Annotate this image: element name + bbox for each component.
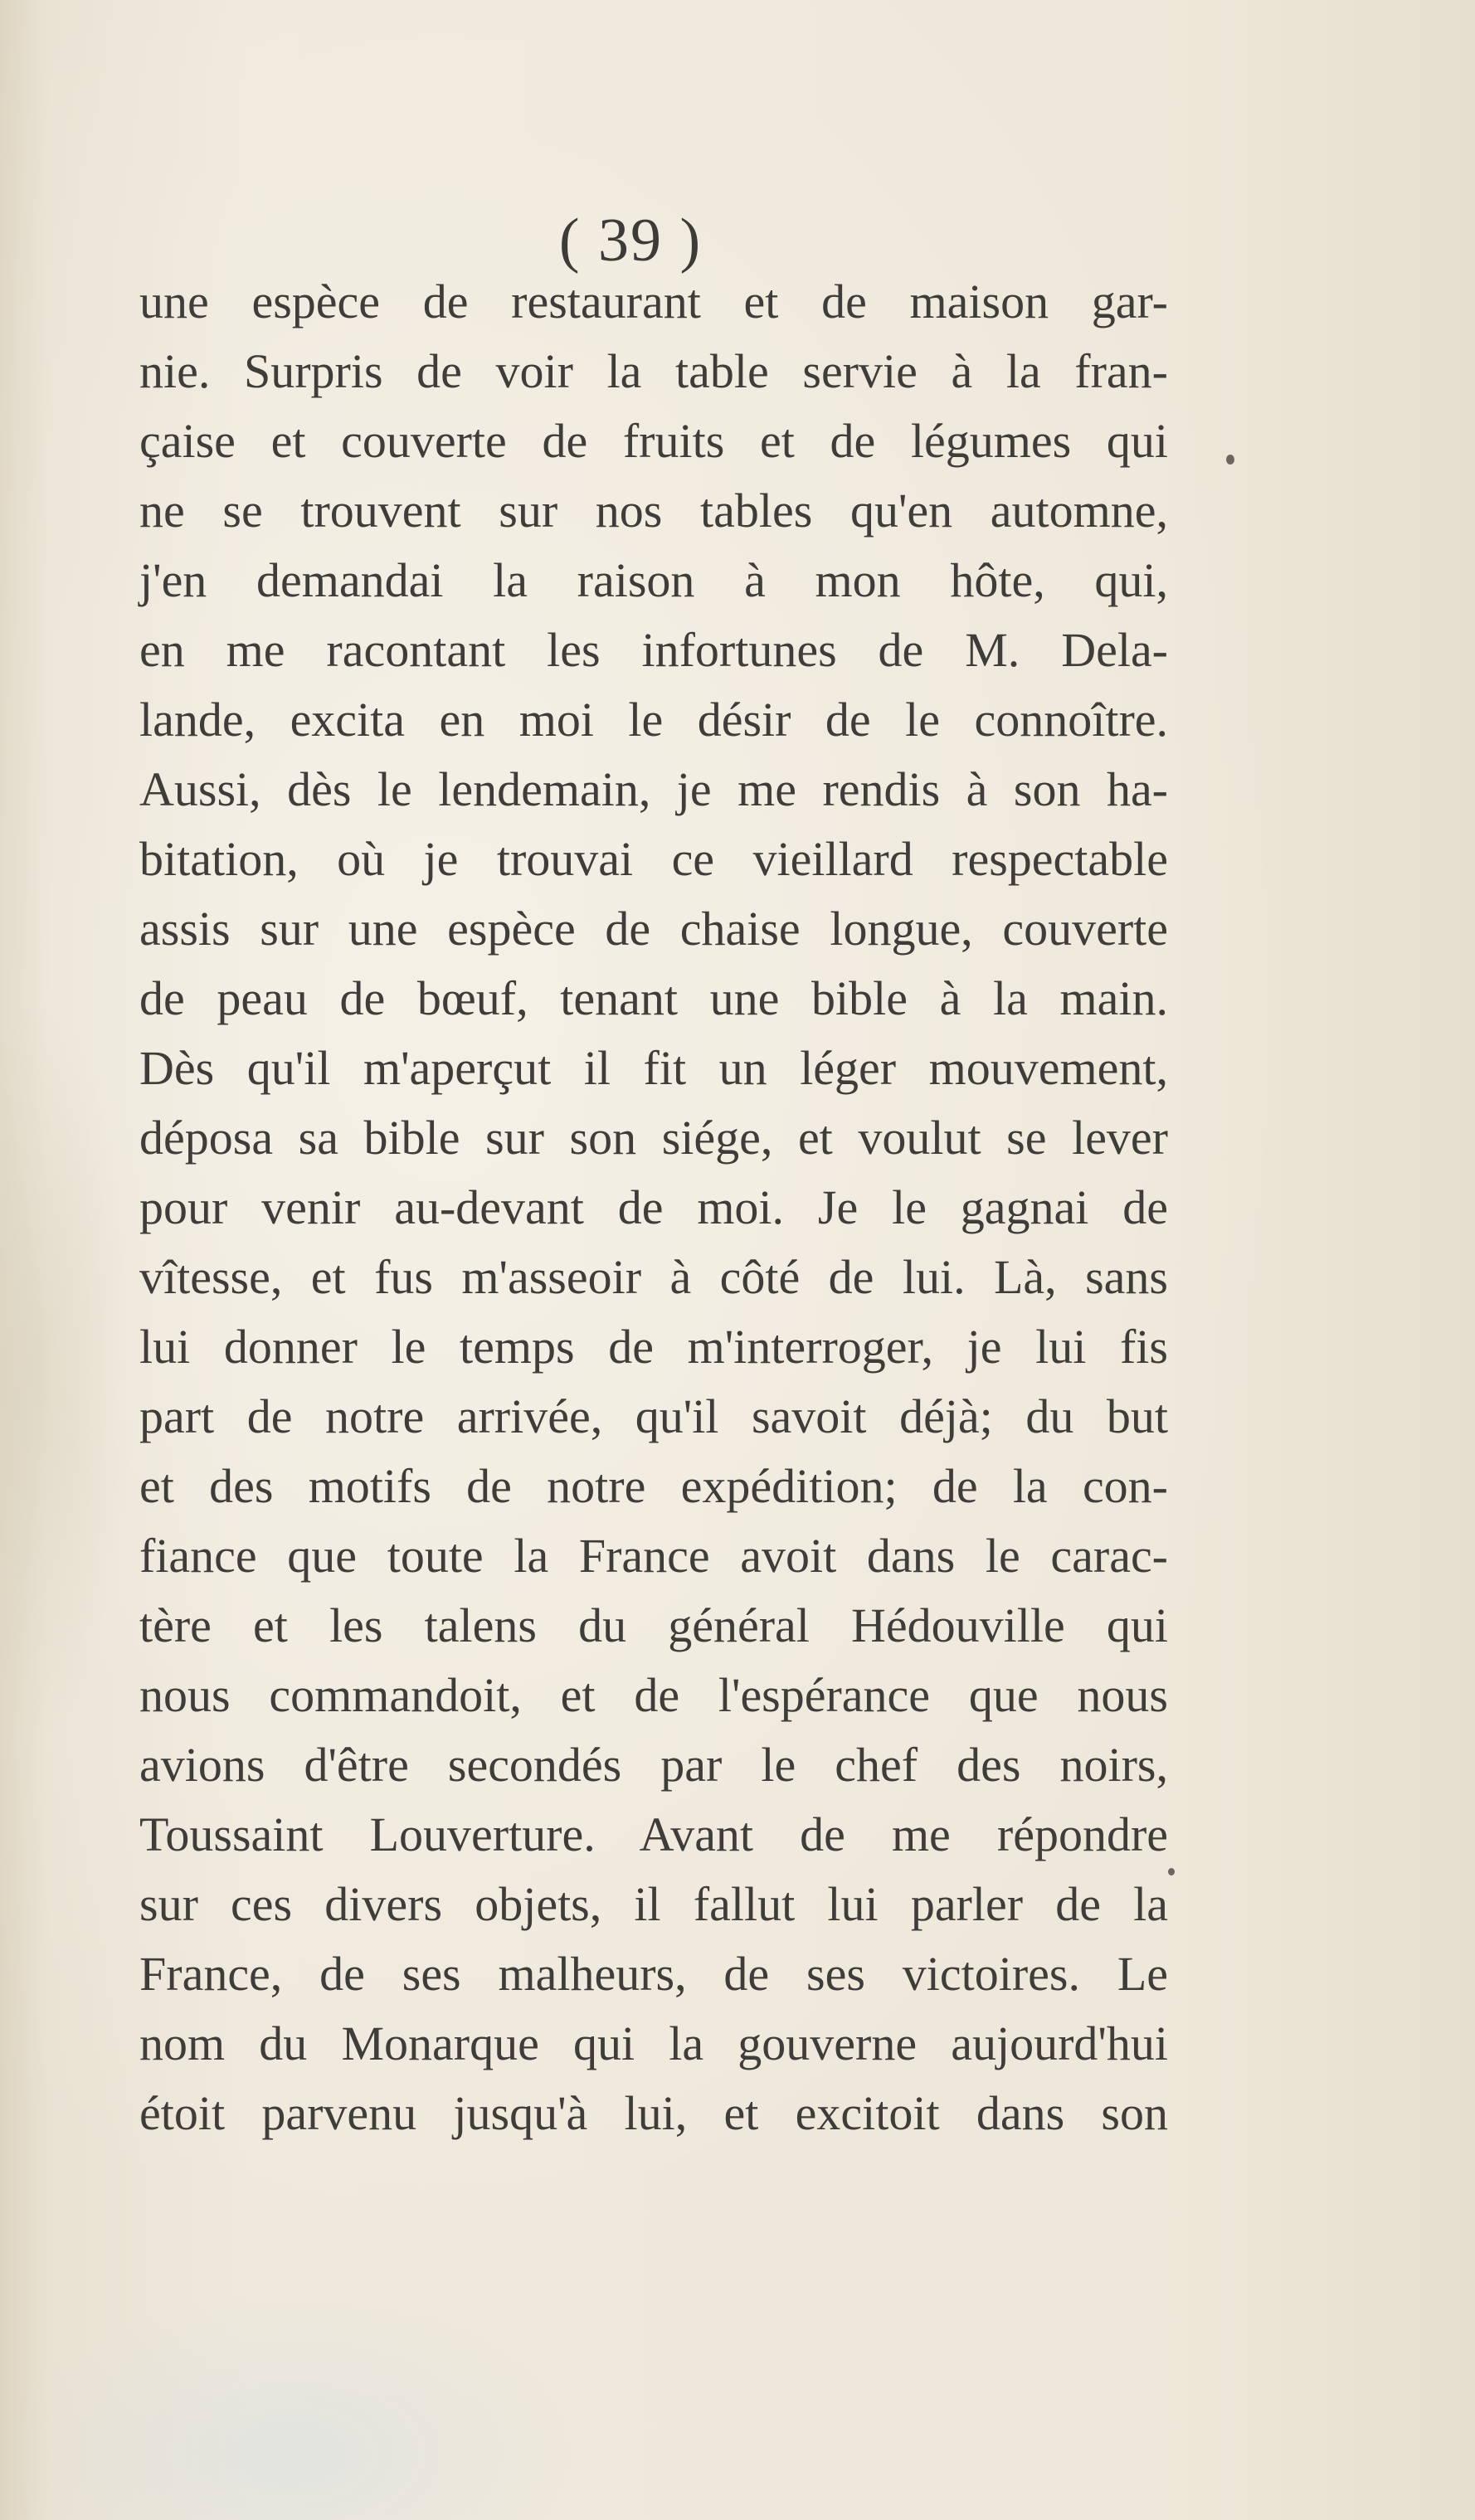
text-line: çaise et couverte de fruits et de légumes qui [139,414,1168,468]
text-line: fiance que toute la France avoit dans le carac- [139,1529,1168,1583]
text-line: part de notre arrivée, qu'il savoit déjà; du but [139,1389,1168,1443]
paper-stain [0,995,133,1742]
text-line: nom du Monarque qui la gouverne aujourd'hui [139,2016,1168,2070]
text-line: de peau de bœuf, tenant une bible à la main. [139,971,1168,1025]
text-line: ne se trouvent sur nos tables qu'en automne, [139,484,1168,538]
text-line: lande, excita en moi le désir de le connoître. [139,693,1168,747]
text-line: France, de ses malheurs, de ses victoires. Le [139,1947,1168,2001]
text-line: pour venir au-devant de moi. Je le gagnai de [139,1180,1168,1234]
body-text [139,267,1168,2148]
text-line: nie. Surpris de voir la table servie à la fran- [139,344,1168,398]
text-line: bitation, où je trouvai ce vieillard respectable [139,832,1168,886]
text-line: j'en demandai la raison à mon hôte, qui, [139,553,1168,607]
text-line: une espèce de restaurant et de maison gar- [139,275,1168,328]
text-line: vîtesse, et fus m'asseoir à côté de lui. Là, sans [139,1250,1168,1304]
text-line: et des motifs de notre expédition; de la con- [139,1459,1168,1513]
text-line: nous commandoit, et de l'espérance que nous [139,1668,1168,1722]
text-line: Aussi, dès le lendemain, je me rendis à son ha- [139,762,1168,816]
text-line: assis sur une espèce de chaise longue, couverte [139,902,1168,956]
text-line: avions d'être secondés par le chef des noirs, [139,1738,1168,1792]
page-number: ( 39 ) [558,207,703,275]
text-line: Toussaint Louverture. Avant de me répondre [139,1807,1168,1861]
text-line: tère et les talens du général Hédouville qui [139,1598,1168,1652]
text-line: Dès qu'il m'aperçut il fit un léger mouvement, [139,1041,1168,1095]
ink-speck [1226,455,1234,465]
text-line: déposa sa bible sur son siége, et voulut se lever [139,1111,1168,1165]
text-line: lui donner le temps de m'interroger, je lui fis [139,1320,1168,1374]
paper-stain [0,2288,581,2520]
text-line: sur ces divers objets, il fallut lui parler de la [139,1877,1168,1931]
text-line: en me racontant les infortunes de M. Dela- [139,623,1168,677]
ink-speck [1168,1868,1175,1875]
text-line: étoit parvenu jusqu'à lui, et excitoit dans son [139,2086,1168,2140]
